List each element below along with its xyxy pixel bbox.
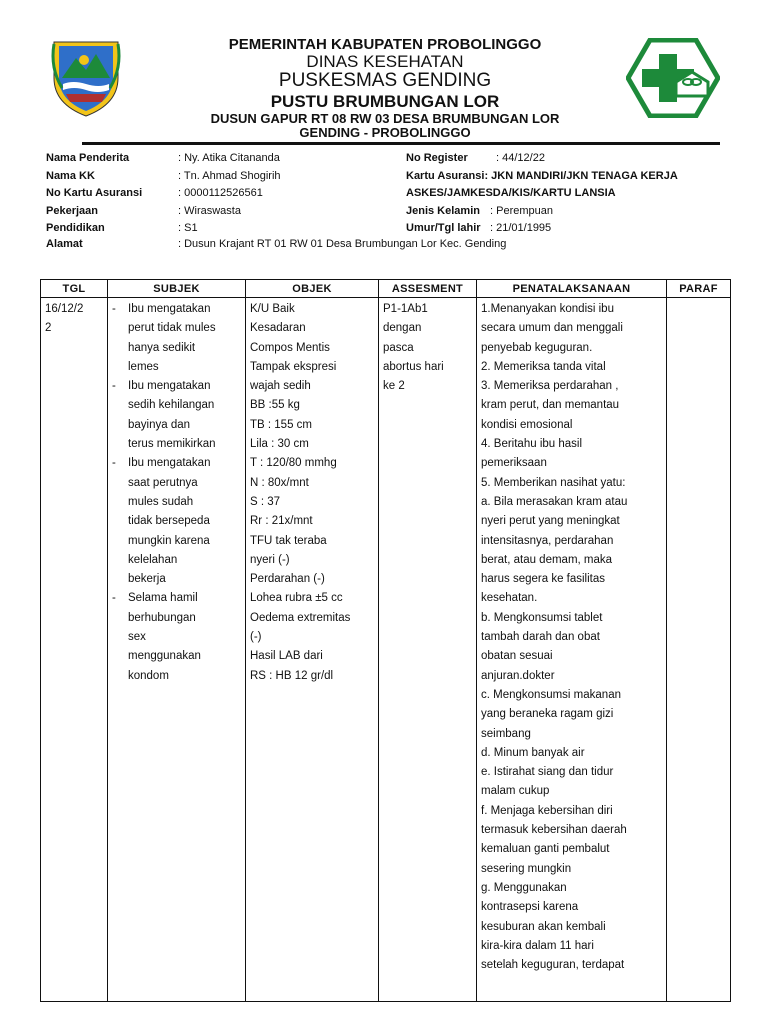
bullet-dash: -	[112, 380, 116, 393]
objek-line: BB :55 kg	[250, 399, 300, 412]
assesment-line: ke 2	[383, 380, 405, 393]
assesment-line: pasca	[383, 341, 414, 354]
penatalaksanaan-line: g. Menggunakan	[481, 881, 567, 894]
table-row	[41, 298, 731, 1002]
penatalaksanaan-line: pemeriksaan	[481, 457, 547, 470]
patient-info-right	[406, 150, 678, 238]
info-label: Umur/Tgl lahir	[406, 222, 481, 234]
penatalaksanaan-line: kemaluan ganti pembalut	[481, 843, 610, 856]
subjek-line: Selama hamil	[128, 592, 198, 605]
penatalaksanaan-line: d. Minum banyak air	[481, 746, 585, 759]
info-label: Nama Penderita	[46, 152, 130, 164]
puskesmas-logo	[626, 38, 720, 118]
penatalaksanaan-line: e. Istirahat siang dan tidur	[481, 766, 614, 779]
subjek-line: bayinya dan	[128, 418, 191, 431]
subjek-line: hanya sedikit	[128, 341, 196, 354]
info-label: No Register	[406, 152, 468, 164]
column-header-penatalaksanaan: PENATALAKSANAAN	[477, 280, 667, 298]
cell-assesment	[379, 298, 477, 1002]
info-value: : Perempuan	[490, 204, 553, 217]
penatalaksanaan-line: anjuran.dokter	[481, 669, 555, 682]
info-label: Nama KK	[46, 169, 95, 182]
objek-line: nyeri (-)	[250, 553, 290, 566]
assesment-line: dengan	[383, 322, 422, 335]
penatalaksanaan-line: termasuk kebersihan daerah	[481, 824, 627, 837]
penatalaksanaan-line: a. Bila merasakan kram atau	[481, 495, 628, 508]
penatalaksanaan-line: 4. Beritahu ibu hasil	[481, 438, 583, 451]
penatalaksanaan-line: tambah darah dan obat	[481, 631, 600, 644]
subjek-line: sedih kehilangan	[128, 399, 215, 412]
penatalaksanaan-line: f. Menjaga kebersihan diri	[481, 804, 613, 817]
subjek-line: Ibu mengatakan	[128, 380, 211, 393]
info-value: : Dusun Krajant RT 01 RW 01 Desa Brumbungan Lor Kec. Gending	[178, 238, 507, 250]
info-label: ASKES/JAMKESDA/KIS/KARTU LANSIA	[406, 187, 616, 199]
subjek-line: saat perutnya	[128, 476, 198, 489]
penatalaksanaan-line: kondisi emosional	[481, 418, 573, 431]
objek-line: TB : 155 cm	[250, 418, 312, 431]
info-label: Kartu Asuransi: JKN MANDIRI/JKN TENAGA KERJA	[406, 169, 678, 182]
objek-line: N : 80x/mnt	[250, 476, 309, 489]
objek-line: Lohea rubra ±5 cc	[250, 592, 343, 605]
cell-objek	[246, 298, 379, 1002]
objek-line: Tampak ekspresi	[250, 360, 337, 373]
subjek-line: mungkin karena	[128, 534, 210, 547]
penatalaksanaan-line: c. Mengkonsumsi makanan	[481, 688, 621, 701]
penatalaksanaan-line: seimbang	[481, 727, 531, 740]
column-header-subjek: SUBJEK	[108, 280, 246, 298]
penatalaksanaan-line: 3. Memeriksa perdarahan ,	[481, 380, 619, 393]
header-address-line1: DUSUN GAPUR RT 08 RW 03 DESA BRUMBUNGAN LOR	[210, 111, 560, 126]
penatalaksanaan-line: nyeri perut yang meningkat	[481, 515, 620, 528]
header-divider	[82, 142, 720, 145]
objek-line: Compos Mentis	[250, 341, 330, 354]
column-header-assesment: ASSESMENT	[379, 280, 477, 298]
info-label: Jenis Kelamin	[406, 204, 480, 217]
objek-line: S : 37	[250, 495, 281, 508]
subjek-line: berhubungan	[128, 611, 196, 624]
objek-line: Kesadaran	[250, 322, 306, 335]
column-header-tgl: TGL	[41, 280, 108, 298]
penatalaksanaan-line: penyebab keguguran.	[481, 341, 593, 354]
soap-table	[40, 279, 731, 1002]
column-header-objek: OBJEK	[246, 280, 379, 298]
subjek-line: kelelahan	[128, 553, 178, 566]
subjek-item	[112, 377, 245, 454]
patient-name-row	[46, 150, 281, 168]
subjek-item	[112, 589, 245, 685]
info-value: : Tn. Ahmad Shogirih	[178, 169, 281, 182]
education-row	[46, 220, 281, 238]
subjek-line: bekerja	[128, 573, 166, 586]
penatalaksanaan-line: obatan sesuai	[481, 650, 553, 663]
tgl-line: 16/12/2	[45, 303, 84, 315]
register-row	[406, 150, 678, 168]
cell-subjek	[108, 298, 246, 1002]
insurance-type-row-2	[406, 185, 678, 203]
insurance-number-row	[46, 185, 281, 203]
objek-line: RS : HB 12 gr/dl	[250, 669, 334, 682]
info-label: Pekerjaan	[46, 204, 98, 217]
objek-line: wajah sedih	[250, 380, 311, 393]
penatalaksanaan-line: malam cukup	[481, 785, 550, 798]
cell-tgl	[41, 298, 108, 1002]
subjek-line: tidak bersepeda	[128, 515, 210, 528]
info-value: : 44/12/22	[496, 152, 545, 164]
info-label: Alamat	[46, 238, 83, 250]
subjek-line: kondom	[128, 669, 169, 682]
penatalaksanaan-line: harus segera ke fasilitas	[481, 573, 606, 586]
info-value: : S1	[178, 222, 198, 234]
bullet-dash: -	[112, 592, 116, 605]
header-government: PEMERINTAH KABUPATEN PROBOLINGGO	[228, 36, 542, 53]
bullet-dash: -	[112, 303, 116, 315]
info-value: : 0000112526561	[178, 187, 263, 199]
info-label: No Kartu Asuransi	[46, 187, 143, 199]
objek-line: Hasil LAB dari	[250, 650, 323, 663]
age-dob-row	[406, 220, 678, 238]
subjek-line: sex	[128, 631, 146, 644]
column-header-paraf: PARAF	[667, 280, 731, 298]
penatalaksanaan-line: kram perut, dan memantau	[481, 399, 620, 412]
bullet-dash: -	[112, 457, 116, 470]
probolinggo-crest-logo	[48, 38, 124, 118]
penatalaksanaan-line: kira-kira dalam 11 hari	[481, 939, 594, 952]
objek-line: K/U Baik	[250, 303, 295, 315]
subjek-line: lemes	[128, 360, 159, 373]
objek-line: Rr : 21x/mnt	[250, 515, 313, 528]
header-department: DINAS KESEHATAN	[306, 52, 464, 71]
subjek-line: perut tidak mules	[128, 322, 216, 335]
penatalaksanaan-line: intensitasnya, perdarahan	[481, 534, 614, 547]
objek-line: Perdarahan (-)	[250, 573, 325, 586]
penatalaksanaan-line: setelah keguguran, terdapat	[481, 959, 625, 972]
assesment-line: P1-1Ab1	[383, 303, 428, 315]
penatalaksanaan-line: kesehatan.	[481, 592, 538, 605]
header-puskesmas: PUSKESMAS GENDING	[278, 70, 492, 91]
subjek-line: terus memikirkan	[128, 438, 216, 451]
info-label: Pendidikan	[46, 222, 105, 234]
penatalaksanaan-line: b. Mengkonsumsi tablet	[481, 611, 603, 624]
insurance-type-row	[406, 168, 678, 186]
subjek-item	[112, 300, 245, 377]
penatalaksanaan-line: secara umum dan menggali	[481, 322, 623, 335]
penatalaksanaan-line: sesering mungkin	[481, 862, 572, 875]
objek-line: Lila : 30 cm	[250, 438, 309, 451]
assesment-line: abortus hari	[383, 360, 444, 373]
patient-info-left	[46, 150, 281, 238]
cell-penatalaksanaan	[477, 298, 667, 1002]
info-value: : Wiraswasta	[178, 204, 241, 217]
penatalaksanaan-line: 2. Memeriksa tanda vital	[481, 360, 606, 373]
subjek-line: Ibu mengatakan	[128, 303, 211, 315]
penatalaksanaan-line: kesuburan akan kembali	[481, 920, 606, 933]
objek-line: T : 120/80 mmhg	[250, 457, 337, 470]
subjek-item	[112, 454, 245, 589]
address-row	[46, 238, 506, 250]
penatalaksanaan-line: kontrasepsi karena	[481, 901, 579, 914]
objek-line: Oedema extremitas	[250, 611, 351, 624]
gender-row	[406, 203, 678, 221]
info-value: : 21/01/1995	[490, 222, 552, 234]
subjek-line: menggunakan	[128, 650, 201, 663]
occupation-row	[46, 203, 281, 221]
subjek-line: mules sudah	[128, 495, 194, 508]
tgl-line: 2	[45, 322, 52, 335]
objek-line: TFU tak teraba	[250, 534, 327, 547]
subjek-line: Ibu mengatakan	[128, 457, 211, 470]
header-address-line2: GENDING - PROBOLINGGO	[299, 125, 471, 140]
penatalaksanaan-line: 1.Menanyakan kondisi ibu	[481, 303, 614, 315]
header-pustu: PUSTU BRUMBUNGAN LOR	[270, 92, 500, 111]
cell-paraf	[667, 298, 731, 1002]
penatalaksanaan-line: 5. Memberikan nasihat yatu:	[481, 476, 626, 489]
penatalaksanaan-line: berat, atau demam, maka	[481, 553, 613, 566]
objek-line: (-)	[250, 631, 262, 644]
family-head-row	[46, 168, 281, 186]
penatalaksanaan-line: yang beraneka ragam gizi	[481, 708, 614, 721]
table-header-row	[41, 280, 731, 298]
info-value: : Ny. Atika Citananda	[178, 152, 280, 164]
